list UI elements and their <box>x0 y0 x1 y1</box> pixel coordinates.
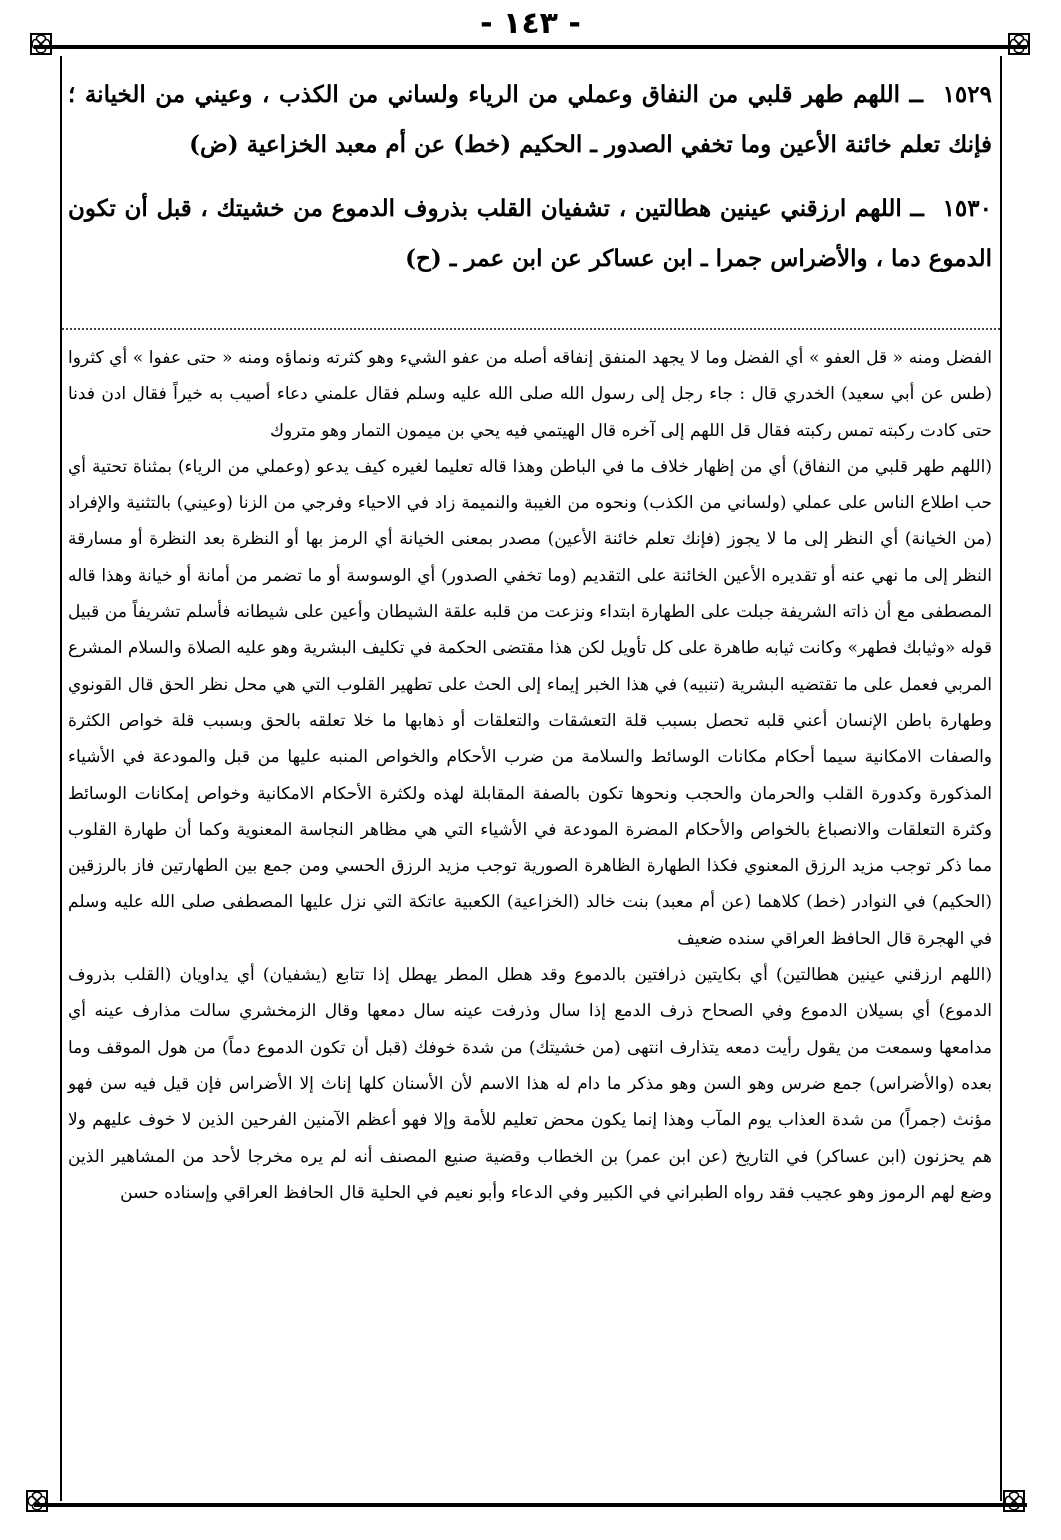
commentary-paragraph: الفضل ومنه « قل العفو » أي الفضل وما لا يجهد المنفق إنفاقه أصله من عفو الشيء وهو كثرته ونماؤه ومنه « حتى عفوا » أي كثروا (طس عن أبي سعيد) الخدري قال : جاء رجل إلى رسول الله صلى الله عليه وسلم فقال علمني دعاء أصيب به خيراً فقال ادن فدنا حتى كادت ركبته تمس ركبته فقال قل اللهم إلى آخره قال الهيتمي فيه يحي بن ميمون التمار وهو متروك <box>68 348 992 441</box>
corner-ornament-icon <box>1003 1490 1025 1512</box>
hadith-text: ــ اللهم ارزقني عينين هطالتين ، تشفيان القلب بذروف الدموع من خشيتك ، قبل أن تكون الدموع دما ، والأضراس جمرا ـ ابن عساكر عن ابن عمر ـ (ح) <box>68 195 992 272</box>
frame-right-rule <box>1000 56 1002 1501</box>
hadith-text: ــ اللهم طهر قلبي من النفاق وعملي من الرياء ولساني من الكذب ، وعيني من الخيانة ؛ فإنك تعلم خائنة الأعين وما تخفي الصدور ـ الحكيم (خط) عن أم معبد الخزاعية (ض) <box>68 81 992 158</box>
frame-bottom-rule <box>34 1503 1027 1507</box>
frame-left-rule <box>60 56 62 1501</box>
corner-ornament-icon <box>30 33 52 55</box>
hadith-number: ١٥٢٩ <box>942 81 992 108</box>
dotted-separator <box>62 328 1000 330</box>
page-number: - ١٤٣ - <box>480 6 581 41</box>
hadith-block <box>68 70 992 298</box>
corner-ornament-icon <box>1008 33 1030 55</box>
frame-top-rule <box>34 45 1027 49</box>
commentary-block <box>68 340 992 1211</box>
hadith-entry <box>68 70 992 170</box>
commentary-paragraph: (اللهم طهر قلبي من النفاق) أي من إظهار خلاف ما في الباطن وهذا قاله تعليما لغيره كيف يدعو (وعملي من الرياء) بمثناة تحتية أي حب اطلاع الناس على عملي (ولساني من الكذب) ونحوه من الغيبة والنميمة زاد في الاحياء وفرجي من الزنا (وعيني) بالتثنية والإفراد (من الخيانة) أي النظر إلى ما لا يجوز (فإنك تعلم خائنة الأعين) مصدر بمعنى الخيانة أي الرمز بها أو النظرة بعد النظرة أو مسارقة النظر إلى ما نهي عنه أو تقديره الأعين الخائنة على التقديم (وما تخفي الصدور) أي الوسوسة أو ما تضمر من أمانة أو خيانة وهذا قاله المصطفى مع أن ذاته الشريفة جبلت على الطهارة ابتداء ونزعت من قلبه علقة الشيطان وأعين على شيطانه فأسلم تشريفاً من قبيل قوله «وثيابك فطهر» وكانت ثيابه طاهرة على كل تأويل لكن هذا مقتضى الحكمة في تكليف البشرية وهو عليه الصلاة والسلام المشرع المربي فعمل على ما تقتضيه البشرية (تنبيه) في هذا الخبر إيماء إلى الحث على تطهير القلوب التي هي محل نظر الحق قال القونوي وطهارة باطن الإنسان أعني قلبه تحصل بسبب قلة التعشقات والتعلقات أو ذهابها ما خلا تعلقه بالحق وبسبب قلة خواص الكثرة والصفات الامكانية سيما أحكام مكانات الوسائط والسلامة من ضرب الأحكام والخواص المنبه عليها من قبل والمودعة في الأشياء المذكورة وكدورة القلب والحرمان والحجب ونحوها تكون بالصفة المقابلة لهذه ولكثرة الأحكام الامكانية وخواص إمكانات الوسائط وكثرة التعلقات والانصباغ بالخواص والأحكام المضرة المودعة في الأشياء التي هي مظاهر النجاسة المعنوية وكما أن طهارة القلوب مما ذكر توجب مزيد الرزق المعنوي فكذا الطهارة الظاهرة الصورية توجب مزيد الرزق الحسي ومن جمع بين الطهارتين فاز بالرزقين (الحكيم) في النوادر (خط) كلاهما (عن أم معبد) بنت خالد (الخزاعية) الكعبية عاتكة التي نزل عليها المصطفى صلى الله عليه وسلم في الهجرة قال الحافظ العراقي سنده ضعيف <box>68 456 992 949</box>
corner-ornament-icon <box>26 1490 48 1512</box>
hadith-entry <box>68 184 992 284</box>
commentary-paragraph: (اللهم ارزقني عينين هطالتين) أي بكايتين ذرافتين بالدموع وقد هطل المطر يهطل إذا تتابع (يشفيان) أي يداويان (القلب بذروف الدموع) أي بسيلان الدموع وفي الصحاح ذرف الدمع إذا سال وذرفت عينه سال دمعها وقال الزمخشري سالت مذارف عينه أي مدامعها وسمعت من يقول رأيت دمعه يتذارف انتهى (من خشيتك) من شدة خوفك (قبل أن تكون الدموع دماً) من هول الموقف وما بعده (والأضراس) جمع ضرس وهو السن وهو مذكر ما دام له هذا الاسم لأن الأسنان كلها إناث إلا الأضراس فإن قيل فيه سن فهو مؤنث (جمراً) من شدة العذاب يوم المآب وهذا إنما يكون محض تعليم للأمة وإلا فهو أعظم الآمنين الفرحين الذين لا خوف عليهم ولا هم يحزنون (ابن عساكر) في التاريخ (عن ابن عمر) بن الخطاب وقضية صنيع المصنف أنه لم يره مخرجا لأحد من المشاهير الذين وضع لهم الرموز وهو عجيب فقد رواه الطبراني في الكبير وفي الدعاء وأبو نعيم في الحلية قال الحافظ العراقي وإسناده حسن <box>68 965 992 1203</box>
hadith-number: ١٥٣٠ <box>942 195 992 222</box>
